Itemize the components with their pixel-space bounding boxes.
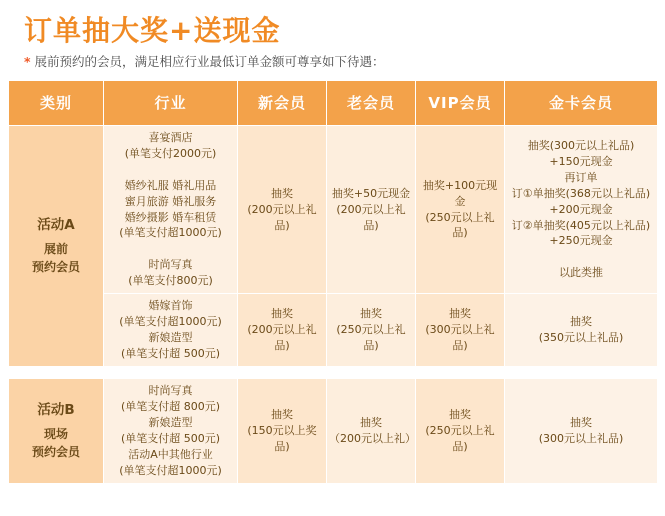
- industry-line: (单笔支付超1000元): [119, 226, 222, 240]
- col-header-old-member: 老会员: [327, 80, 416, 125]
- benefit-line: 抽奖: [570, 315, 592, 329]
- benefit-line: (250元以上礼品): [336, 323, 406, 353]
- col-header-vip-member: VIP会员: [416, 80, 505, 125]
- benefit-line: 抽奖: [271, 407, 293, 421]
- benefit-line: [507, 249, 655, 265]
- benefit-line: (350元以上礼品): [538, 331, 624, 345]
- table-row: [9, 294, 658, 367]
- benefit-line: 抽奖+50元现金: [331, 186, 411, 200]
- benefit-line: 抽奖: [570, 415, 592, 429]
- subtitle-text: 展前预约的会员，满足相应行业最低订单金额可尊享如下待遇：: [34, 53, 385, 69]
- industry-line: 蜜月旅游 婚礼服务: [124, 194, 217, 208]
- industry-line: 婚纱礼服 婚礼用品: [124, 178, 217, 192]
- new-member-cell-a2: [238, 294, 327, 367]
- benefit-line: 抽奖: [449, 407, 471, 421]
- industry-cell-b1: [104, 378, 238, 483]
- col-header-industry: 行业: [104, 80, 238, 125]
- benefit-line: 再订单: [564, 170, 598, 184]
- category-cell-a: [9, 125, 104, 366]
- benefit-line: 抽奖: [449, 307, 471, 321]
- col-header-category: 类别: [9, 80, 104, 125]
- benefit-line: +200元现金: [549, 202, 613, 216]
- industry-line: 活动A中其他行业: [128, 447, 213, 461]
- industry-line: (单笔支付超 500元): [120, 431, 221, 445]
- new-member-cell-a1: [238, 125, 327, 293]
- table-row: [9, 378, 658, 483]
- col-header-gold-member: 金卡会员: [505, 80, 658, 125]
- old-member-cell-a2: [327, 294, 416, 367]
- industry-line: (单笔支付超 800元): [120, 399, 221, 413]
- benefit-line: (200元以上礼品): [247, 202, 317, 232]
- benefit-line: 抽奖: [271, 307, 293, 321]
- vip-member-cell-b1: [416, 378, 505, 483]
- gold-member-cell-a1: [505, 125, 658, 293]
- benefit-line: 抽奖(300元以上礼品): [527, 138, 635, 152]
- benefit-line: 订①单抽奖(368元以上礼品): [511, 186, 651, 200]
- category-name-b: 活动B: [37, 402, 75, 418]
- industry-line: 新娘造型: [148, 331, 193, 345]
- gold-member-cell-a2: [505, 294, 658, 367]
- industry-line: (单笔支付800元): [128, 274, 213, 288]
- benefit-line: (200元以上礼品): [247, 323, 317, 353]
- new-member-cell-b1: [238, 378, 327, 483]
- industry-line: 时尚写真: [148, 258, 193, 272]
- category-sub-b-line1: 现场: [43, 426, 68, 441]
- benefit-line: (300元以上礼品): [425, 323, 495, 353]
- benefit-line: 以此类推: [559, 266, 603, 280]
- old-member-cell-b1: [327, 378, 416, 483]
- table-row: [9, 125, 658, 293]
- industry-line: 新娘造型: [148, 415, 193, 429]
- asterisk-icon: *: [24, 53, 31, 69]
- benefit-line: (250元以上礼品): [425, 423, 495, 453]
- benefits-table: [8, 80, 658, 484]
- benefit-line: 抽奖: [271, 186, 293, 200]
- category-sub-b-line2: 预约会员: [31, 444, 80, 459]
- industry-line: (单笔支付2000元): [124, 146, 217, 160]
- industry-line: 喜宴酒店: [148, 130, 193, 144]
- industry-line: [106, 241, 235, 257]
- benefit-line: （200元以上礼）: [329, 431, 416, 445]
- industry-line: 婚纱摄影 婚车租赁: [124, 210, 217, 224]
- benefit-line: (200元以上礼品): [336, 202, 406, 232]
- category-sub-a-line2: 预约会员: [31, 259, 80, 274]
- category-sub-a-line1: 展前: [43, 241, 68, 256]
- industry-line: (单笔支付超1000元): [119, 463, 222, 477]
- gold-member-cell-b1: [505, 378, 658, 483]
- benefit-line: 抽奖: [360, 415, 382, 429]
- benefit-line: 订②单抽奖(405元以上礼品): [511, 218, 651, 232]
- industry-line: 婚嫁首饰: [148, 299, 193, 313]
- vip-member-cell-a2: [416, 294, 505, 367]
- industry-cell-a1: [104, 125, 238, 293]
- benefit-line: (250元以上礼品): [425, 210, 495, 240]
- row-separator: [9, 366, 658, 378]
- industry-cell-a2: [104, 294, 238, 367]
- benefit-line: (300元以上礼品): [538, 431, 624, 445]
- page-subtitle: [8, 54, 657, 80]
- benefit-line: (150元以上奖品): [247, 423, 317, 453]
- col-header-new-member: 新会员: [238, 80, 327, 125]
- benefit-line: +150元现金: [549, 154, 613, 168]
- table-header-row: [9, 80, 658, 125]
- industry-line: (单笔支付超 500元): [120, 347, 221, 361]
- old-member-cell-a1: [327, 125, 416, 293]
- industry-line: [106, 162, 235, 178]
- category-cell-b: [9, 378, 104, 483]
- industry-line: 时尚写真: [148, 383, 193, 397]
- benefit-line: 抽奖: [360, 307, 382, 321]
- vip-member-cell-a1: [416, 125, 505, 293]
- page-title: 订单抽大奖+送现金: [24, 14, 281, 47]
- benefit-line: +250元现金: [549, 234, 613, 248]
- category-name-a: 活动A: [37, 217, 75, 234]
- benefit-line: 抽奖+100元现金: [422, 178, 498, 208]
- industry-line: (单笔支付超1000元): [119, 315, 222, 329]
